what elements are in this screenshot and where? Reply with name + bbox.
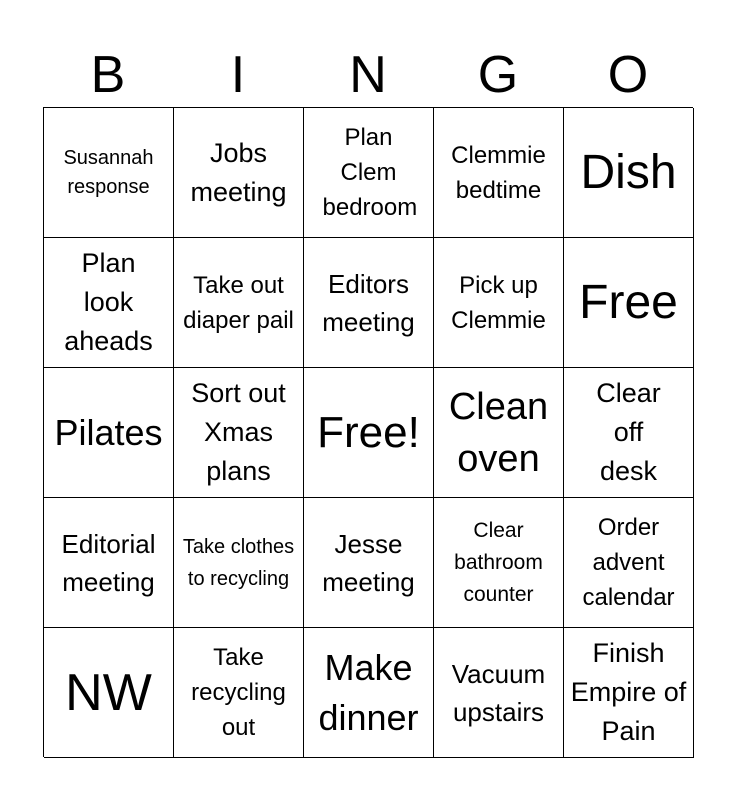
cell-text: Jobs meeting [190, 137, 287, 207]
cell-text: Editors meeting [322, 268, 415, 337]
bingo-cell[interactable] [564, 238, 694, 368]
bingo-cell[interactable] [434, 498, 564, 628]
bingo-cell[interactable] [434, 368, 564, 498]
header-letter-g: G [477, 46, 519, 104]
bingo-cell[interactable] [44, 368, 174, 498]
cell-text: Make dinner [318, 646, 419, 738]
bingo-cell[interactable] [304, 108, 434, 238]
header-letter-b: B [90, 46, 126, 104]
bingo-cell[interactable] [304, 238, 434, 368]
bingo-cell[interactable] [564, 628, 694, 758]
cell-text: Free! [317, 407, 420, 457]
bingo-cell[interactable] [304, 498, 434, 628]
cell-text: Finish Empire of Pain [570, 638, 687, 746]
cell-text: Susannah response [63, 146, 154, 198]
bingo-cell[interactable] [174, 498, 304, 628]
bingo-cell[interactable] [174, 368, 304, 498]
free-space-cell[interactable] [304, 368, 434, 498]
header-letter-n: N [349, 46, 387, 104]
cell-text: Plan look aheads [64, 248, 153, 356]
cell-text: Clear off desk [596, 378, 661, 486]
cell-text: Jesse meeting [322, 528, 415, 597]
bingo-cell[interactable] [564, 368, 694, 498]
cell-text: NW [65, 663, 152, 722]
cell-text: Clean oven [448, 385, 549, 480]
cell-text: Take recycling out [191, 644, 286, 741]
bingo-cell[interactable] [434, 238, 564, 368]
cell-text: Sort out Xmas plans [191, 378, 286, 486]
bingo-cell[interactable] [434, 628, 564, 758]
cell-text: Pick up Clemmie [451, 271, 546, 334]
bingo-card [43, 107, 693, 757]
cell-text: Vacuum upstairs [451, 658, 546, 727]
header-letter-i: I [230, 46, 246, 104]
cell-text: Order advent calendar [582, 514, 675, 611]
cell-text: Pilates [54, 411, 163, 453]
bingo-cell[interactable] [564, 108, 694, 238]
bingo-header [43, 44, 693, 106]
cell-text: Take clothes to recycling [182, 535, 295, 590]
cell-text: Plan Clem bedroom [322, 124, 418, 221]
bingo-cell[interactable] [44, 238, 174, 368]
cell-text: Clemmie bedtime [451, 141, 546, 204]
bingo-cell[interactable] [174, 628, 304, 758]
bingo-cell[interactable] [434, 108, 564, 238]
bingo-cell[interactable] [44, 498, 174, 628]
header-letter-o: O [607, 46, 649, 104]
bingo-cell[interactable] [174, 108, 304, 238]
bingo-cell[interactable] [44, 628, 174, 758]
cell-text: Take out diaper pail [183, 271, 294, 334]
cell-text: Free [579, 275, 678, 329]
cell-text: Clear bathroom counter [454, 518, 543, 606]
cell-text: Editorial meeting [61, 528, 156, 597]
cell-text: Dish [580, 145, 677, 199]
bingo-cell[interactable] [564, 498, 694, 628]
bingo-cell[interactable] [304, 628, 434, 758]
bingo-cell[interactable] [174, 238, 304, 368]
bingo-cell[interactable] [44, 108, 174, 238]
